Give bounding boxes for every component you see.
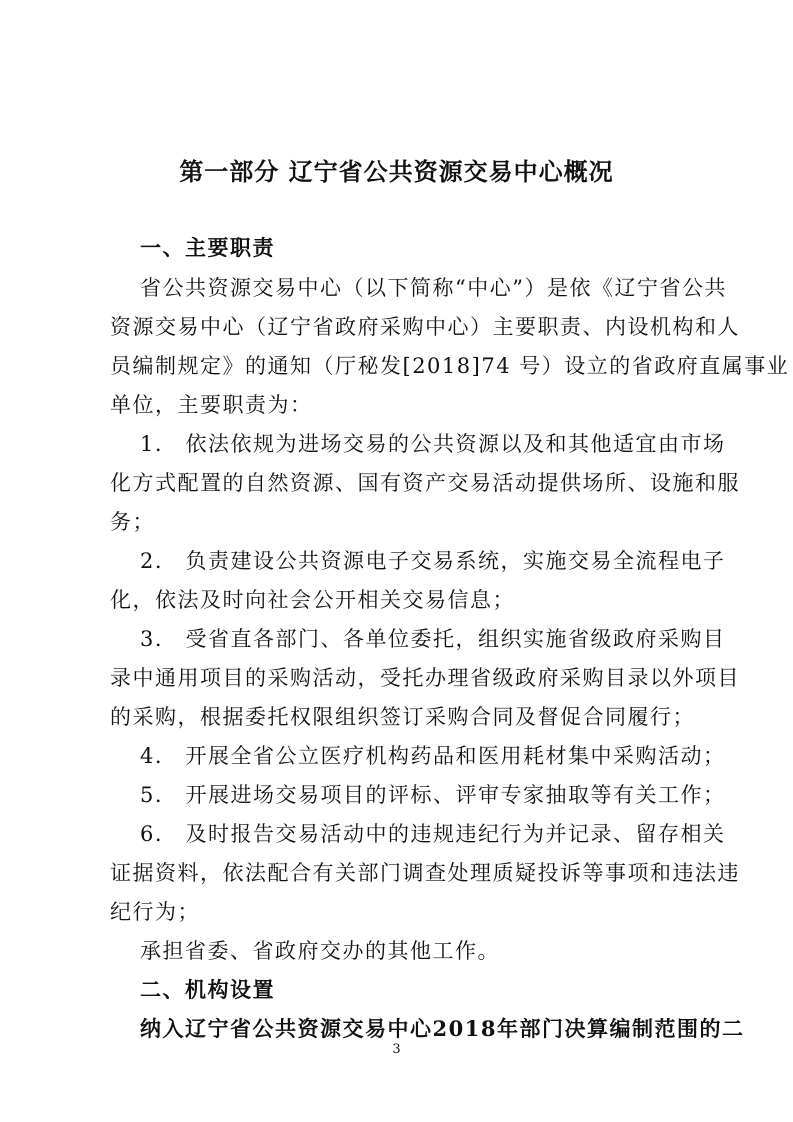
list-item-line: 6. 及时报告交易活动中的违规违纪行为并记录、留存相关 (140, 822, 726, 846)
list-item-line: 化方式配置的自然资源、国有资产交易活动提供场所、设施和服 (110, 471, 740, 495)
list-item-line: 的采购，根据委托权限组织签订采购合同及督促合同履行； (110, 705, 695, 729)
section-heading-organization: 二、机构设置 (140, 978, 275, 1002)
list-item-line: 化，依法及时向社会公开相关交易信息； (110, 588, 515, 612)
list-item-line: 证据资料，依法配合有关部门调查处理质疑投诉等事项和违法违 (110, 861, 740, 885)
list-item-line: 2. 负责建设公共资源电子交易系统，实施交易全流程电子 (140, 549, 726, 573)
list-item-line: 3. 受省直各部门、各单位委托，组织实施省级政府采购目 (140, 627, 726, 651)
list-item-line: 务； (110, 510, 155, 534)
paragraph-line: 单位，主要职责为： (110, 393, 313, 417)
list-item-line: 纪行为； (110, 900, 200, 924)
page-title: 第一部分 辽宁省公共资源交易中心概况 (179, 158, 614, 186)
paragraph-line: 资源交易中心（辽宁省政府采购中心）主要职责、内设机构和人 (110, 315, 740, 339)
page-number: 3 (392, 1042, 401, 1057)
paragraph-line: 纳入辽宁省公共资源交易中心2018年部门决算编制范围的二 (140, 1016, 745, 1041)
list-item-line: 1. 依法依规为进场交易的公共资源以及和其他适宜由市场 (140, 432, 726, 456)
paragraph-line: 省公共资源交易中心（以下简称“中心”）是依《辽宁省公共 (140, 276, 727, 300)
list-item-line: 录中通用项目的采购活动，受托办理省级政府采购目录以外项目 (110, 666, 740, 690)
list-item-line: 4. 开展全省公立医疗机构药品和医用耗材集中采购活动； (140, 744, 726, 768)
section-heading-responsibilities: 一、主要职责 (140, 236, 275, 260)
list-item-line: 5. 开展进场交易项目的评标、评审专家抽取等有关工作； (140, 783, 726, 807)
closing-line: 承担省委、省政府交办的其他工作。 (140, 939, 500, 963)
paragraph-line: 员编制规定》的通知（厅秘发[2018]74 号）设立的省政府直属事业 (110, 354, 790, 378)
